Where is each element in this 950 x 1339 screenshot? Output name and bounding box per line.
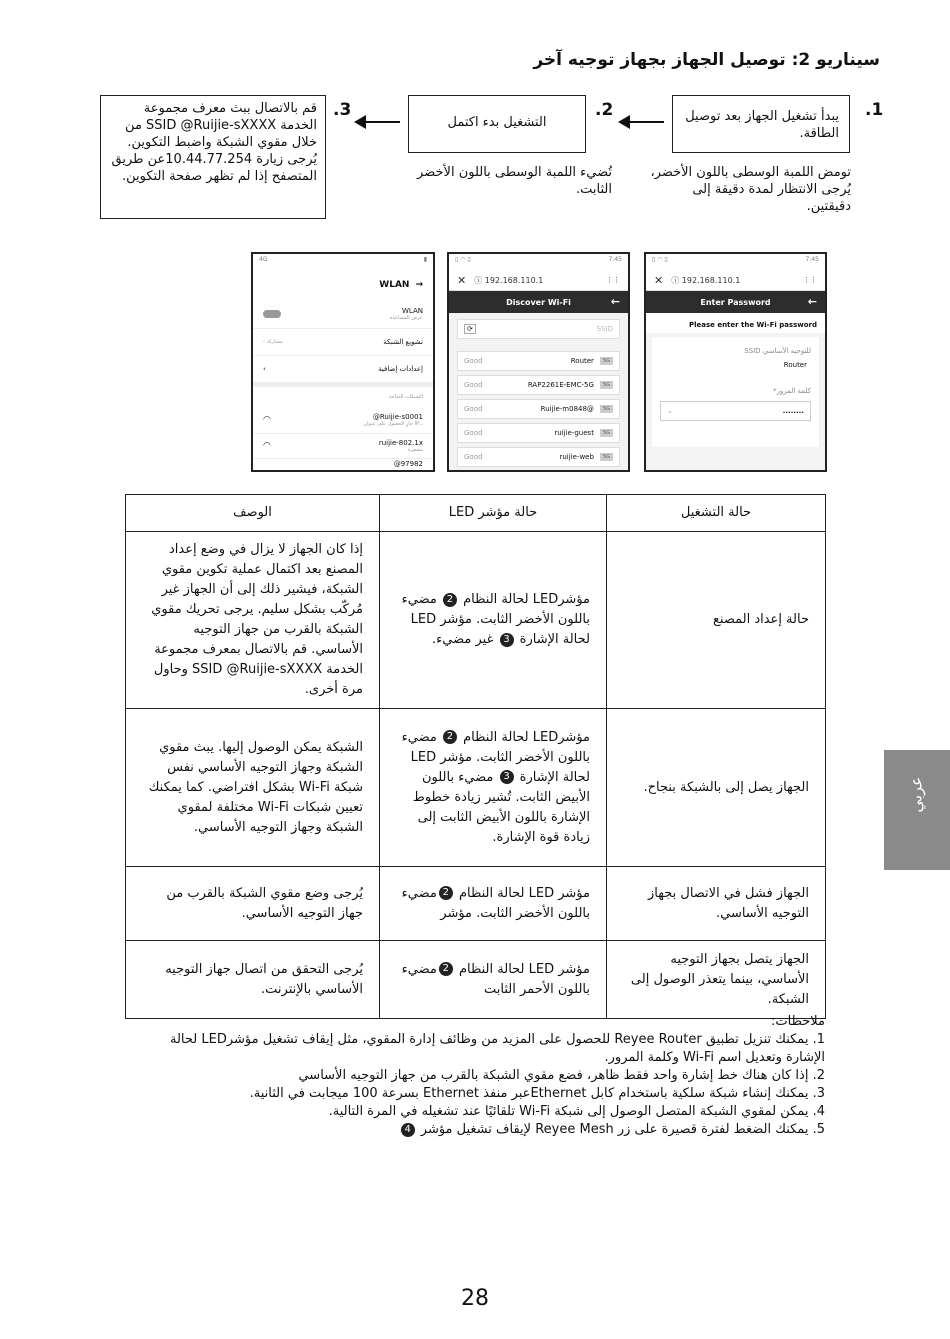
eye-icon[interactable]: ⌄ [667, 407, 673, 415]
ssid-name: Router [570, 357, 594, 365]
ssid-name: ruijie-guest [554, 429, 594, 437]
back-arrow-icon[interactable]: ← [807, 295, 817, 308]
band-badge: 5G [600, 357, 613, 365]
status-time: 7:45 [805, 256, 819, 263]
phone-discover-wifi [447, 252, 630, 472]
status-icons: ▯ ◠ ▯ [455, 256, 471, 263]
close-icon[interactable]: ✕ [654, 273, 664, 287]
wifi-lock-icon: ◠ [263, 441, 271, 451]
language-label: عربي [906, 776, 926, 813]
phone-wlan-settings [251, 252, 435, 472]
menu-icon[interactable]: ⋮⋮ [606, 276, 620, 284]
language-side-tab [884, 750, 950, 870]
wifi-list-item[interactable] [457, 447, 620, 467]
row-description: الشبكة يمكن الوصول إليها. يبث مقوي الشبكة وجهاز التوجيه الأساسي نفس شبكة Wi-Fi بشكل افتراضي. كما يمكنك تعيين شبكات Wi-Fi مختلفة لمقوي الشبكة وجهاز التوجيه الأساسي. [126, 709, 380, 867]
wlan-label: WLAN [401, 307, 423, 315]
network-status: مشفرة [407, 447, 423, 453]
row-description: إذا كان الجهاز لا يزال في وضع إعداد المصنع بعد اكتمال عملية تكوين مقوي الشبكة، فيشير ذلك إلى أن الجهاز غير مُركّب بشكل سليم. يرجى تحريك مقوي الشبكة بالقرب من جهاز التوجيه الأساسي. قم بالاتصال بمعرف مجموعة الخدمة SSID @Ruijie-sXXXX وحاول مرة أخرى. [126, 532, 380, 709]
step-2-caption: تُضيء اللمبة الوسطى باللون الأخضر الثابت. [417, 165, 612, 197]
battery-icon: ▮ [423, 256, 427, 263]
close-icon[interactable]: ✕ [457, 273, 467, 287]
toggle-switch[interactable] [263, 310, 281, 318]
step-1-number: .1 [865, 100, 884, 120]
wifi-list-item[interactable] [457, 351, 620, 371]
band-badge: 5G [600, 405, 613, 413]
step-2-number: .2 [595, 100, 614, 120]
back-arrow-icon[interactable]: ← [610, 295, 620, 308]
ssid-name: ruijie-web [559, 453, 594, 461]
row-state: الجهاز يصل إلى بالشبكة بنجاح. [607, 709, 826, 867]
wifi-list-item[interactable] [457, 399, 620, 419]
band-badge: 5G [600, 453, 613, 461]
url-text[interactable]: 192.168.110.1 [484, 275, 544, 285]
wlan-sub: عرض المساعدة [389, 315, 423, 321]
row-description: يُرجى التحقق من اتصال جهاز التوجيه الأساسي بالإنترنت. [126, 941, 380, 1019]
password-prompt: Please enter the Wi-Fi password [646, 313, 825, 333]
row-led: مؤشرLED لحالة النظام 2 مضيء باللون الأخضر الثابت. مؤشر LED لحالة الإشارة 3 غير مضيء. [380, 532, 607, 709]
signal-quality: Good [464, 429, 483, 437]
network-name[interactable]: @97982 [393, 460, 423, 468]
wifi-list-item[interactable] [457, 423, 620, 443]
led-number-badge: 2 [439, 886, 453, 900]
led-number-badge: 2 [443, 730, 457, 744]
step-2-box: التشغيل بدء اكتمل [408, 95, 586, 153]
page-title: سيناريو 2: توصيل الجهاز بجهاز توجيه آخر [533, 50, 880, 70]
available-networks-label: الشبكات المتاحة [388, 394, 423, 400]
signal-quality: Good [464, 405, 483, 413]
step-1-box: يبدأ تشغيل الجهاز بعد توصيل الطاقة. [672, 95, 850, 153]
header-title: Discover Wi-Fi [506, 297, 571, 307]
signal-quality: Good [464, 381, 483, 389]
chevron-left-icon[interactable]: ‹ [263, 339, 265, 345]
chevron-left-icon[interactable]: ‹ [263, 365, 266, 373]
note-item: 1. يمكنك تنزيل تطبيق Reyee Router للحصول على المزيد من وظائف إدارة المقوي، مثل إيقاف تشغيل مؤشرLED لحالة [169, 1032, 825, 1047]
network-name[interactable]: ruijie-802.1x [378, 439, 423, 447]
led-number-badge: 3 [500, 770, 514, 784]
status-signal: 4G [259, 256, 268, 263]
led-number-badge: 2 [443, 593, 457, 607]
arrow-right-icon[interactable]: → [415, 280, 423, 290]
signal-quality: Good [464, 357, 483, 365]
step-3-number: .3 [333, 100, 352, 120]
header-title: Enter Password [700, 297, 771, 307]
wlan-header: WLAN [379, 280, 410, 290]
row-led: مؤشرLED لحالة النظام 2 مضيء باللون الأخضر الثابت. مؤشر LED لحالة الإشارة 3 مضيء باللون الأبيض الثابت. تُشير زيادة خطوط الإشارة باللون الأبيض الثابت إلى زيادة قوة الإشارة. [380, 709, 607, 867]
note-item: 3. يمكنك إنشاء شبكة سلكية باستخدام كابل Ethernetعبر منفذ Ethernet بسرعة 100 ميجابت في الثانية. [249, 1086, 825, 1101]
url-text[interactable]: 192.168.110.1 [681, 275, 741, 285]
ssid-value: Router [783, 361, 807, 369]
arrow-left-icon [364, 121, 400, 123]
led-number-badge: 3 [500, 633, 514, 647]
row-description: يُرجى وضع مقوي الشبكة بالقرب من جهاز التوجيه الأساسي. [126, 867, 380, 941]
led-number-badge: 2 [439, 962, 453, 976]
info-icon: ⓘ [474, 275, 483, 285]
header-description: الوصف [126, 495, 380, 532]
step-3-box: قم بالاتصال ببث معرف مجموعة الخدمة SSID @Ruijie-sXXXX من خلال مقوي الشبكة واضبط التكوين. يُرجى زيارة 10.44.77.254عن طريق المتصفح إذا لم تظهر صفحة التكوين. [100, 95, 326, 219]
note-item [125, 1121, 825, 1139]
row-led: مؤشر LED لحالة النظام 2مضيء باللون الأحمر الثابت [380, 941, 607, 1019]
arrow-left-icon [628, 121, 664, 123]
password-label: *كلمة المرور [773, 387, 811, 395]
page-number: 28 [461, 1286, 489, 1311]
ssid-name: Ruijie-m0848@ [540, 405, 594, 413]
sharing-row[interactable]: تشويع الشبكة [383, 338, 423, 346]
wifi-list [449, 351, 628, 467]
info-icon: ⓘ [671, 275, 680, 285]
header-led: حالة مؤشر LED [380, 495, 607, 532]
header-state: حالة التشغيل [607, 495, 826, 532]
phone-enter-password [644, 252, 827, 472]
network-name[interactable]: @Ruijie-s0001 [372, 413, 423, 421]
note-item: 2. إذا كان هناك خط إشارة واحد فقط ظاهر، فضع مقوي الشبكة بالقرب من جهاز التوجيه الأساسي [298, 1068, 825, 1083]
status-icons: ▯ ◠ ▯ [652, 256, 668, 263]
led-status-table [125, 494, 826, 1019]
note-item: الإشارة وتعديل اسم Wi-Fi وكلمة المرور. [604, 1050, 825, 1065]
ssid-name: RAP2261E-EMC-5G [527, 381, 594, 389]
row-state: الجهاز فشل في الاتصال بجهاز التوجيه الأساسي. [607, 867, 826, 941]
row-led: مؤشر LED لحالة النظام 2مضيء باللون الأخضر الثابت. مؤشر [380, 867, 607, 941]
ssid-label: SSID للتوجيه الأساسي [744, 347, 811, 355]
network-status: جارٍ الحصول على عنوان IP... [363, 421, 423, 427]
step-1-caption: تومض اللمبة الوسطى باللون الأخضر، يُرجى الانتظار لمدة دقيقة إلى دقيقتين. [650, 165, 851, 214]
row-state: الجهاز يتصل بجهاز التوجيه الأساسي، بينما يتعذر الوصول إلى الشبكة. [607, 941, 826, 1019]
share-label: مشاركة [266, 339, 283, 345]
status-time: 7:45 [608, 256, 622, 263]
note-item: 4. يمكن لمقوي الشبكة المتصل الوصول إلى شبكة Wi-Fi تلقائيًا عند تشغيله في المرة التالية. [328, 1104, 825, 1119]
signal-quality: Good [464, 453, 483, 461]
note-5-text: 5. يمكنك الضغط لفترة قصيرة على زر Reyee Mesh لإيقاف تشغيل مؤشر [420, 1122, 825, 1137]
notes-heading: ملاحظات: [771, 1014, 825, 1029]
note-5-circle: 4 [401, 1123, 415, 1137]
band-badge: 5G [600, 429, 613, 437]
band-badge: 5G [600, 381, 613, 389]
menu-icon[interactable]: ⋮⋮ [803, 276, 817, 284]
wifi-list-item[interactable] [457, 375, 620, 395]
ssid-field[interactable]: SSID [596, 325, 613, 333]
password-field[interactable]: ........ [782, 407, 804, 415]
notes-section [125, 1013, 825, 1139]
refresh-icon[interactable]: ⟳ [464, 324, 476, 334]
row-state: حالة إعداد المصنع [607, 532, 826, 709]
extra-settings-row[interactable]: إعدادات إضافية [378, 365, 423, 373]
wifi-icon: ◠ [263, 415, 271, 425]
